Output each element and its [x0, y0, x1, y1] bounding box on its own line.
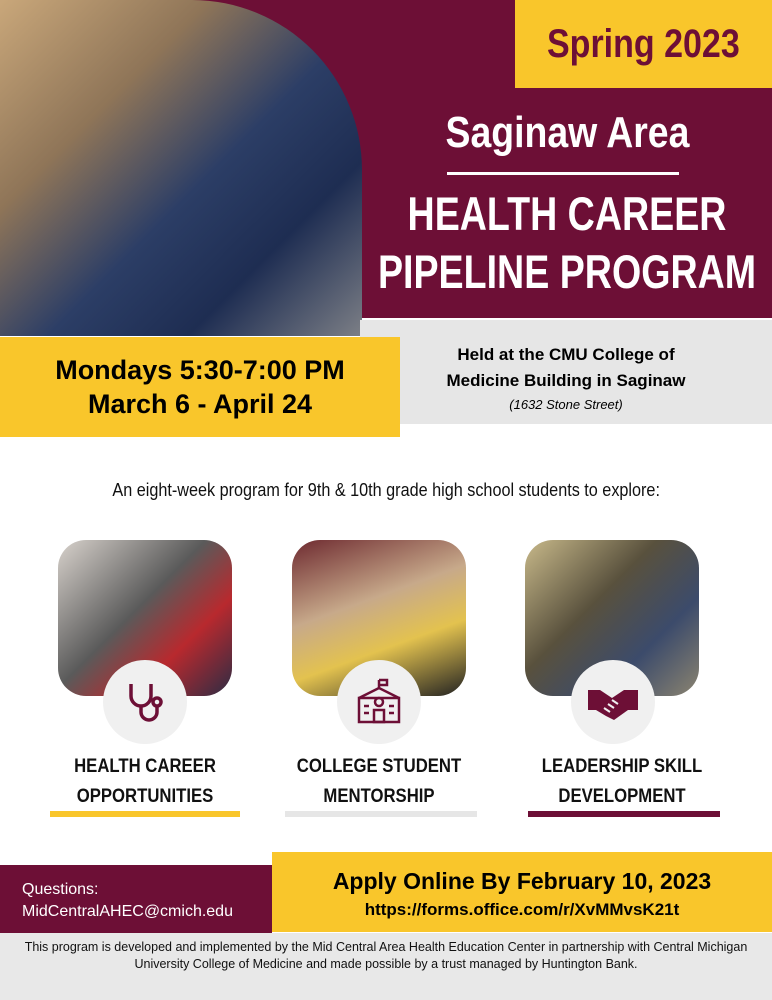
feature-label-line: HEALTH CAREER	[74, 756, 216, 777]
location-line-1: Held at the CMU College of	[457, 345, 675, 364]
feature-label-line: LEADERSHIP SKILL	[541, 756, 703, 777]
contact-label: Questions:	[22, 881, 99, 898]
feature-label-mentorship	[282, 752, 476, 812]
footer	[0, 933, 772, 1000]
program-title	[377, 185, 757, 305]
underline-leadership	[528, 811, 720, 817]
apply-headline: Apply Online By February 10, 2023	[332, 868, 712, 894]
handshake-icon	[571, 660, 655, 744]
title-divider	[447, 172, 679, 175]
apply-box	[272, 852, 772, 932]
stethoscope-icon	[103, 660, 187, 744]
location-line-2: Medicine Building in Saginaw	[446, 371, 686, 390]
location-box	[360, 320, 772, 424]
tagline: An eight-week program for 9th & 10th grade high school students to explore:	[112, 480, 660, 500]
schedule-dates: March 6 - April 24	[87, 389, 313, 419]
contact-email[interactable]: MidCentralAHEC@cmich.edu	[22, 903, 233, 920]
underline-health	[50, 811, 240, 817]
hero-photo	[0, 0, 362, 336]
feature-label-line: OPPORTUNITIES	[76, 786, 214, 807]
title-line-1: HEALTH CAREER	[407, 187, 727, 240]
season-text: Spring 2023	[547, 21, 740, 66]
apply-url[interactable]: https://forms.office.com/r/XvMMvsK21t	[364, 900, 680, 919]
feature-label-line: DEVELOPMENT	[558, 786, 686, 807]
feature-label-health	[48, 752, 242, 812]
feature-label-leadership	[525, 752, 719, 812]
underline-mentorship	[285, 811, 477, 817]
tagline-row	[0, 480, 772, 501]
schedule-days-time: Mondays 5:30-7:00 PM	[55, 355, 345, 385]
feature-label-line: COLLEGE STUDENT	[296, 756, 462, 777]
title-line-2: PIPELINE PROGRAM	[377, 245, 757, 298]
schedule-box	[0, 337, 400, 437]
area-title	[362, 108, 772, 158]
season-badge	[515, 0, 772, 88]
location-address: (1632 Stone Street)	[509, 397, 623, 412]
feature-label-line: MENTORSHIP	[323, 786, 435, 807]
contact-box	[0, 865, 272, 933]
area-title-text: Saginaw Area	[445, 108, 689, 157]
school-icon	[337, 660, 421, 744]
footer-text: This program is developed and implemented by the Mid Central Area Health Education Center in partnership with Central Michigan University College of Medicine and made possible by a trust managed by Huntington Bank.	[24, 940, 748, 971]
